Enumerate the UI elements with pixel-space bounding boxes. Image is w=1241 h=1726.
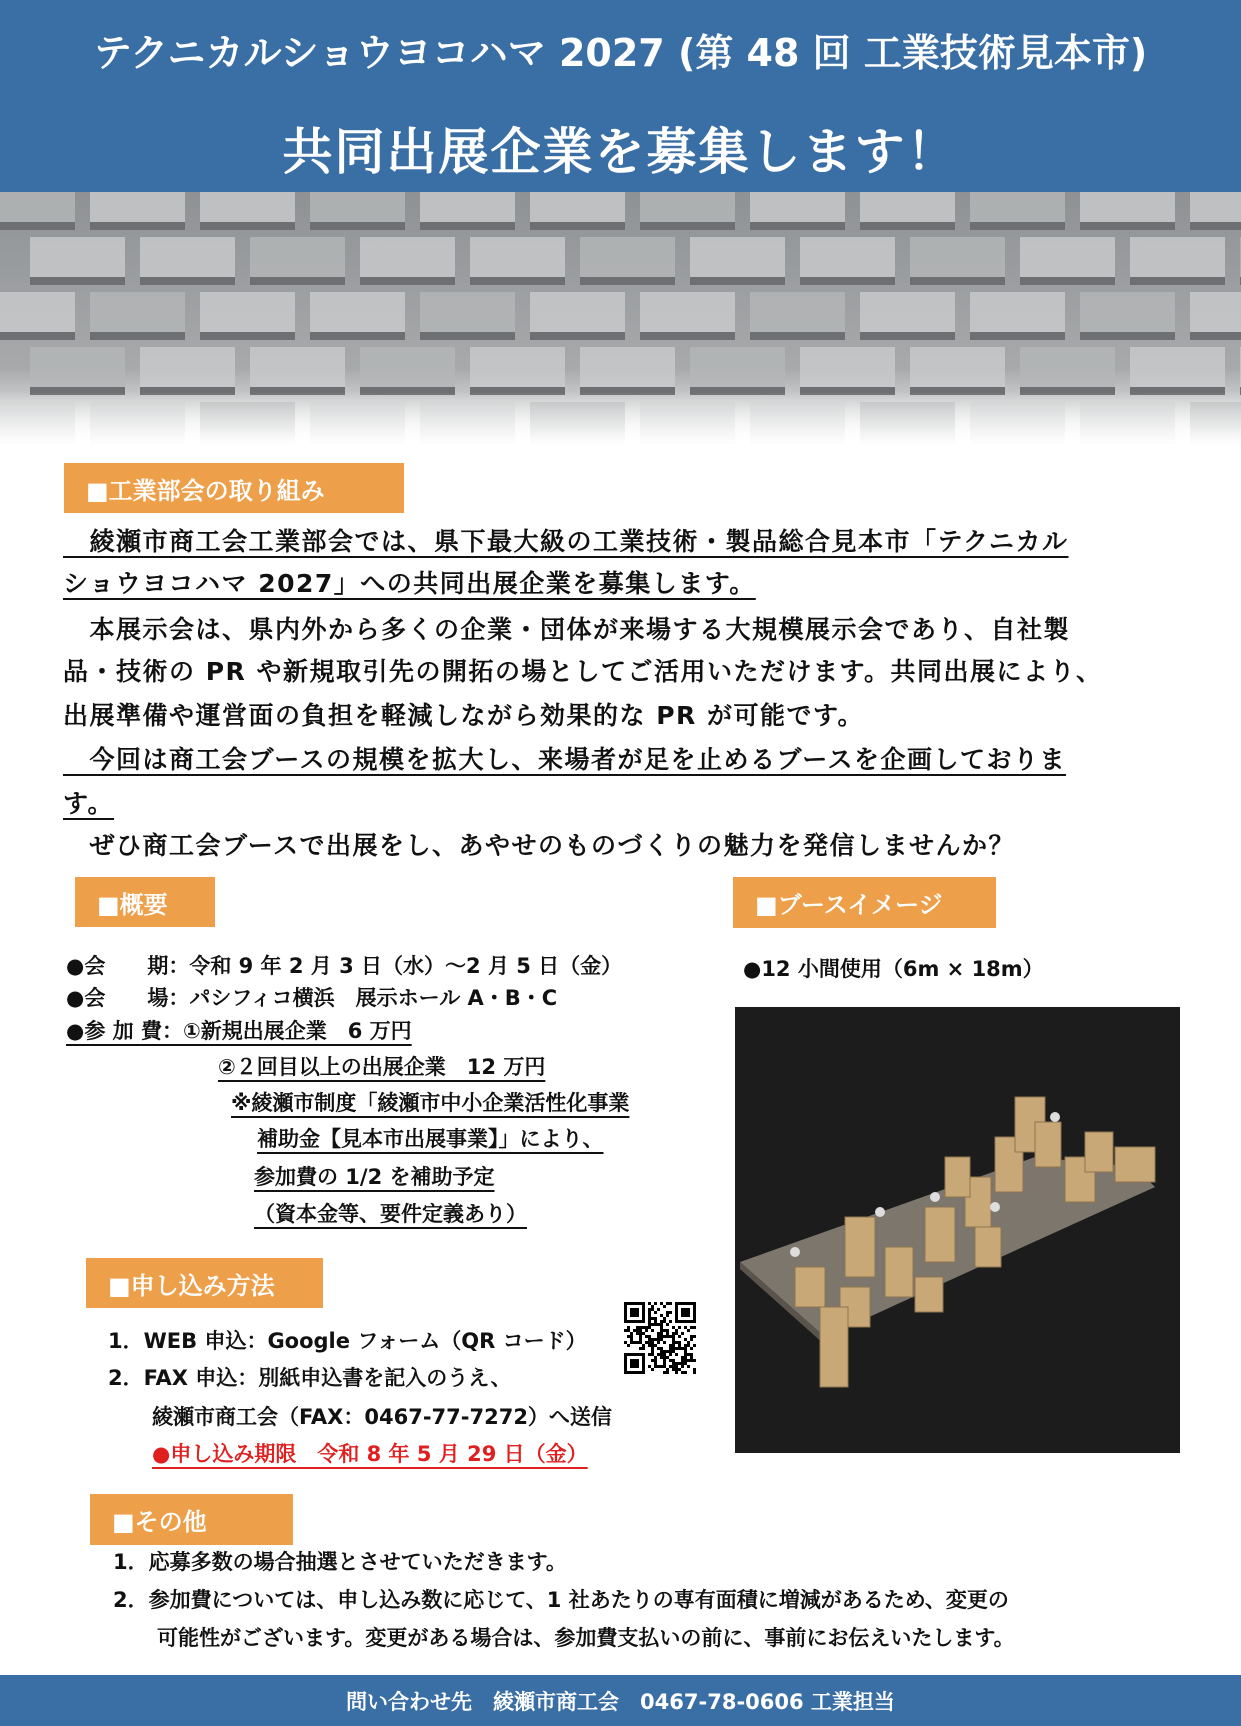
contact-text: 問い合わせ先 綾瀬市商工会 0467-78-0606 工業担当 (346, 1689, 895, 1714)
booth-size: ●12 小間使用（6m × 18m） (743, 957, 1044, 981)
headline: 共同出展企業を募集します！ (282, 123, 959, 181)
overview-note: 補助金【見本市出展事業】」により、 (257, 1127, 604, 1151)
apply-deadline: ●申し込み期限 令和 8 年 5 月 29 日（金） (152, 1442, 588, 1466)
other-item-2-cont: 可能性がございます。変更がある場合は、参加費支払いの前に、事前にお伝えいたします。 (157, 1626, 1015, 1650)
section-heading-other: ■その他 (90, 1494, 293, 1545)
overview-note: （資本金等、要件定義あり） (254, 1202, 527, 1226)
section-heading-initiative: ■工業部会の取り組み (64, 463, 404, 513)
intro-line: 品・技術の PR や新規取引先の開拓の場としてご活用いただけます。共同出展により、 (63, 657, 1103, 686)
booth-image (735, 1007, 1180, 1453)
exhibition-hall-photo (0, 192, 1241, 444)
footer-contact (0, 1675, 1241, 1726)
section-heading-overview: ■概要 (75, 877, 215, 927)
intro-line: 出展準備や運営面の負担を軽減しながら効果的な PR が可能です。 (63, 701, 864, 730)
overview-venue: ●会 場：パシフィコ横浜 展示ホール A・B・C (66, 986, 558, 1010)
apply-web: 1．WEB 申込：Google フォーム（QR コード） (108, 1329, 587, 1353)
intro-line: す。 (63, 789, 115, 818)
intro-line: ショウヨコハマ 2027」への共同出展企業を募集します。 (63, 569, 756, 598)
other-item-1: 1．応募多数の場合抽選とさせていただきます。 (113, 1550, 567, 1574)
overview-fee-repeat: ②２回目以上の出展企業 12 万円 (218, 1055, 546, 1079)
event-title: テクニカルショウヨコハマ 2027 (第 48 回 工業技術見本市) (93, 31, 1148, 75)
overview-fee-new: ●参 加 費：①新規出展企業 6 万円 (66, 1019, 412, 1043)
other-item-2: 2．参加費については、申し込み数に応じて、1 社あたりの専有面積に増減があるため、変更の (113, 1588, 1009, 1612)
intro-line: 綾瀬市商工会工業部会では、県下最大級の工業技術・製品総合見本市「テクニカル (63, 527, 1069, 556)
header-banner (0, 0, 1241, 192)
overview-note: 参加費の 1/2 を補助予定 (254, 1165, 495, 1189)
section-heading-booth: ■ブースイメージ (733, 877, 996, 928)
apply-fax: 2．FAX 申込：別紙申込書を記入のうえ、 (108, 1366, 512, 1390)
overview-note: ※綾瀬市制度「綾瀬市中小企業活性化事業 (231, 1091, 630, 1115)
intro-line: ぜひ商工会ブースで出展をし、あやせのものづくりの魅力を発信しませんか？ (63, 831, 1016, 860)
qr-code[interactable] (624, 1302, 696, 1374)
overview-period: ●会 期：令和 9 年 2 月 3 日（水）～2 月 5 日（金） (66, 954, 623, 978)
apply-fax-detail: 綾瀬市商工会（FAX：0467-77-7272）へ送信 (152, 1405, 612, 1429)
intro-line: 今回は商工会ブースの規模を拡大し、来場者が足を止めるブースを企画しておりま (63, 745, 1067, 774)
intro-line: 本展示会は、県内外から多くの企業・団体が来場する大規模展示会であり、自社製 (63, 615, 1071, 644)
section-heading-apply: ■申し込み方法 (86, 1258, 323, 1308)
